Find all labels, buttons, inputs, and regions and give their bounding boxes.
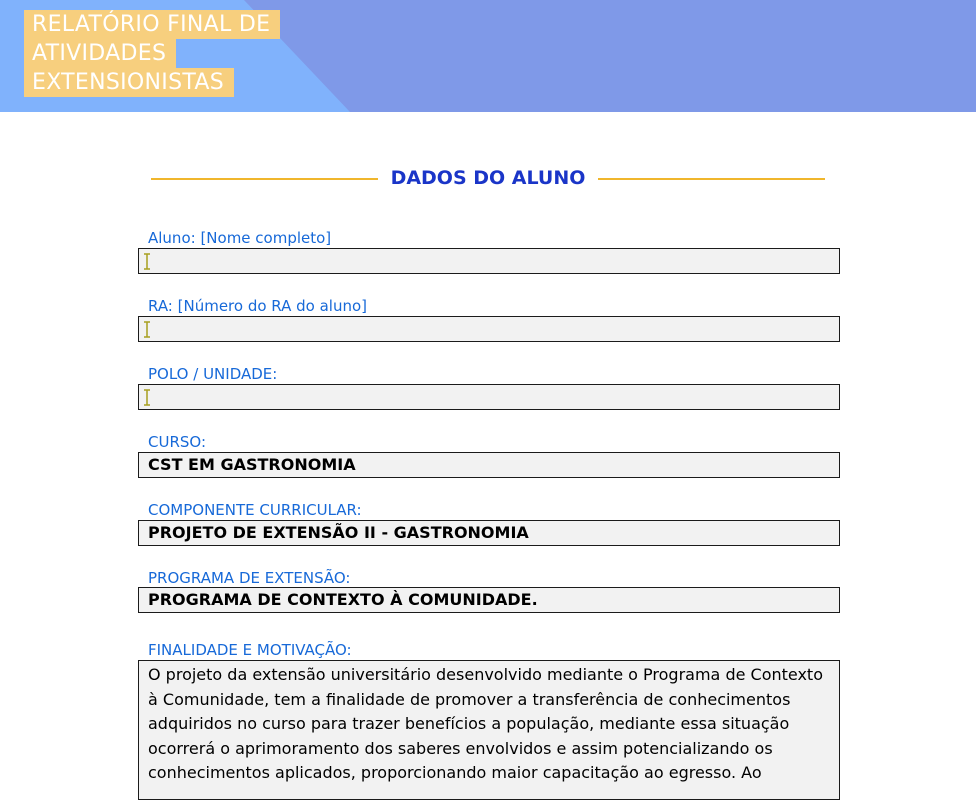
section-title: DADOS DO ALUNO [390,167,586,189]
heading-rule-right [598,178,825,180]
text-cursor-icon [142,319,152,339]
report-title [24,10,280,97]
componente-field[interactable] [138,520,840,546]
finalidade-value: O projeto da extensão universitário desenvolvido mediante o Programa de Contexto à Comunidade, tem a finalidade de promover a transferência de conhecimentos adquiridos no curso para trazer benefícios a população, mediante essa situação ocorrerá o aprimoramento dos saberes envolvidos e assim potencializando os conhecimentos aplicados, proporcionando maior capacitação ao egresso. Ao [148,665,823,782]
header-banner [0,0,976,112]
aluno-field[interactable] [138,248,840,274]
section-heading [150,164,826,194]
report-title-line-1: RELATÓRIO FINAL DE [24,10,280,39]
polo-field[interactable] [138,384,840,410]
finalidade-label: FINALIDADE E MOTIVAÇÃO: [148,641,352,659]
finalidade-field[interactable] [138,660,840,800]
polo-label: POLO / UNIDADE: [148,365,278,383]
ra-label: RA: [Número do RA do aluno] [148,297,368,315]
componente-label: COMPONENTE CURRICULAR: [148,501,362,519]
aluno-label: Aluno: [Nome completo] [148,229,332,247]
componente-value: PROJETO DE EXTENSÃO II - GASTRONOMIA [148,523,529,542]
programa-field[interactable] [138,587,840,613]
curso-field[interactable] [138,452,840,478]
ra-field[interactable] [138,316,840,342]
text-cursor-icon [142,251,152,271]
curso-label: CURSO: [148,433,206,451]
programa-label: PROGRAMA DE EXTENSÃO: [148,569,351,587]
report-title-line-3: EXTENSIONISTAS [24,68,234,97]
report-title-line-2: ATIVIDADES [24,39,176,68]
curso-value: CST EM GASTRONOMIA [148,455,356,474]
programa-value: PROGRAMA DE CONTEXTO À COMUNIDADE. [148,590,538,609]
text-cursor-icon [142,387,152,407]
